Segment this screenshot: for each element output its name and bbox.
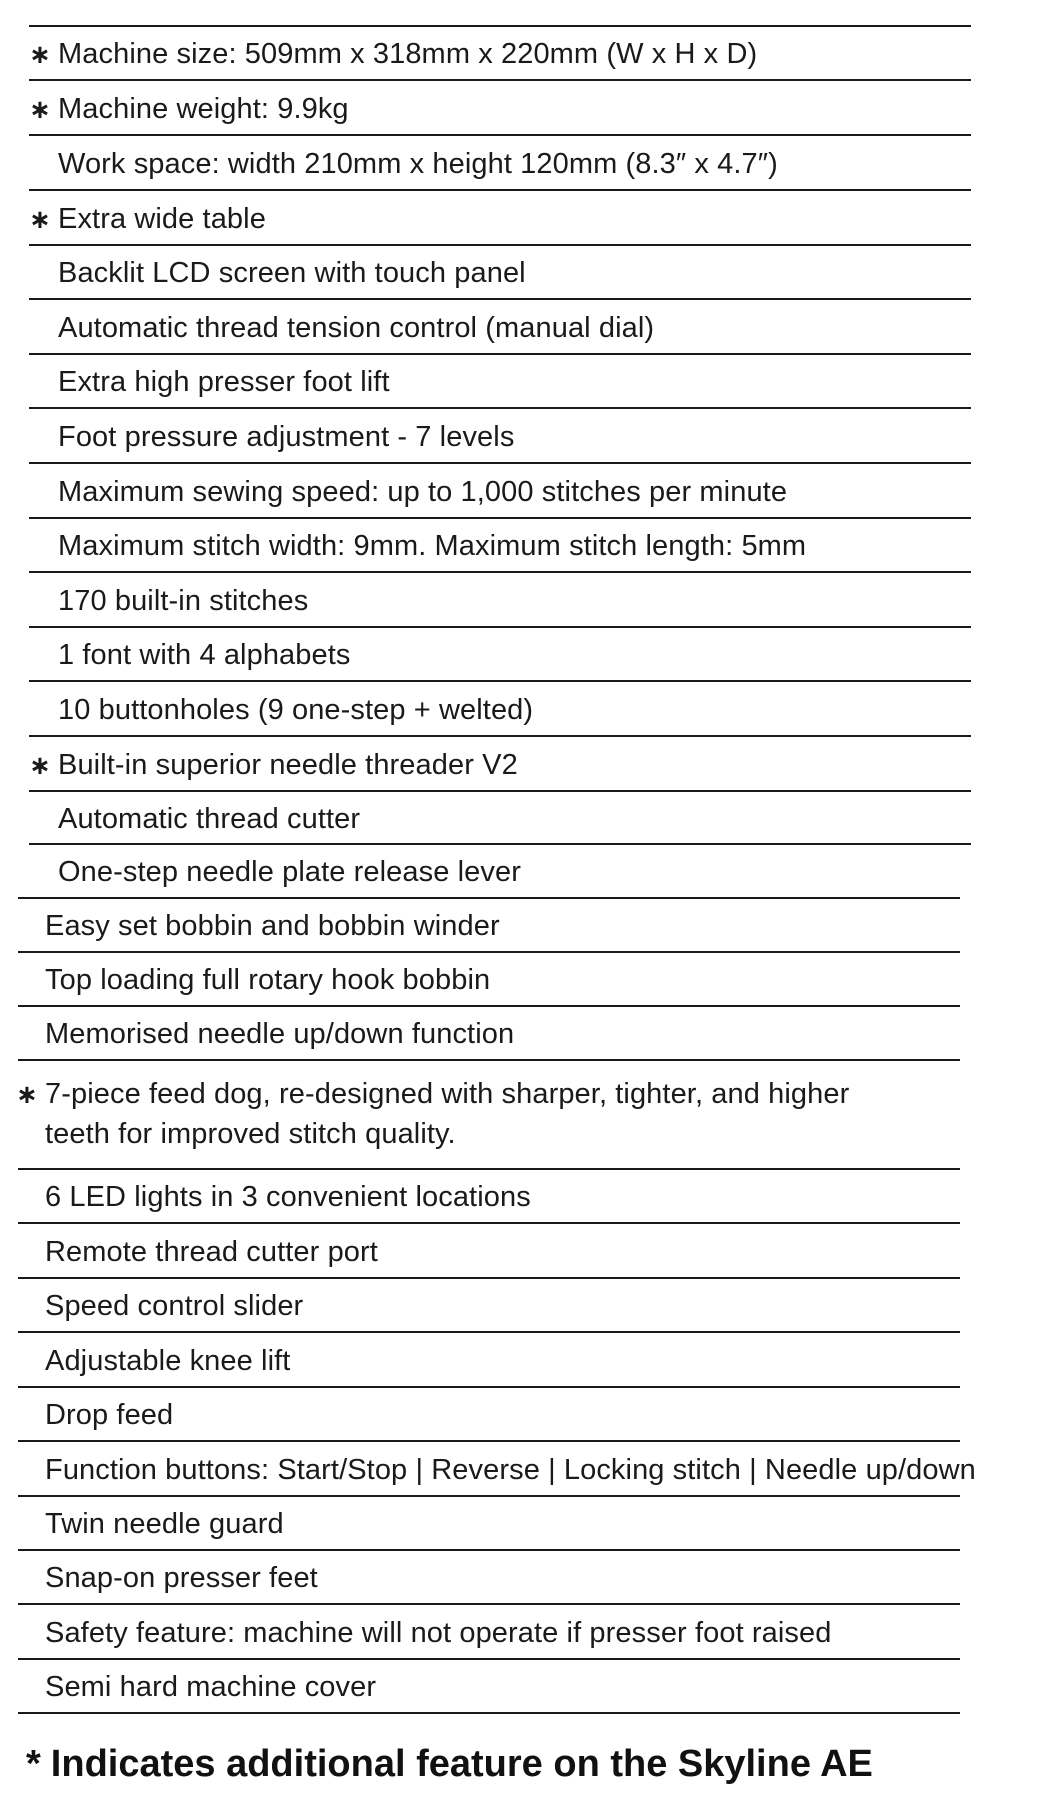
spec-row xyxy=(0,298,1048,353)
spec-row xyxy=(0,1386,1048,1440)
spec-row xyxy=(0,244,1048,298)
spec-row xyxy=(0,134,1048,189)
spec-row xyxy=(0,897,1048,951)
spec-text: Remote thread cutter port xyxy=(45,1236,378,1268)
skyline-ae-asterisk-icon: ∗ xyxy=(29,204,51,234)
skyline-ae-asterisk-icon: ∗ xyxy=(16,1079,38,1109)
spec-row xyxy=(0,790,1048,843)
spec-row xyxy=(0,1658,1048,1712)
skyline-ae-asterisk-icon: ∗ xyxy=(29,750,51,780)
spec-text: Extra high presser foot lift xyxy=(58,366,390,398)
spec-text: Foot pressure adjustment - 7 levels xyxy=(58,421,515,453)
spec-row xyxy=(0,951,1048,1005)
spec-text: Work space: width 210mm x height 120mm (8.3″ x 4.7″) xyxy=(58,148,778,180)
spec-row xyxy=(0,843,1048,897)
spec-row xyxy=(0,1495,1048,1549)
spec-text: Safety feature: machine will not operate if presser foot raised xyxy=(45,1617,832,1649)
spec-row xyxy=(0,79,1048,134)
spec-row xyxy=(0,680,1048,735)
spec-text: Machine size: 509mm x 318mm x 220mm (W x H x D) xyxy=(58,38,758,70)
spec-text: Automatic thread tension control (manual dial) xyxy=(58,312,655,344)
spec-row xyxy=(0,462,1048,517)
spec-row xyxy=(0,1331,1048,1386)
spec-row xyxy=(0,25,1048,79)
spec-row xyxy=(0,735,1048,790)
spec-text: 7-piece feed dog, re-designed with sharper, tighter, and higher teeth for improved stitch quality. xyxy=(45,1078,850,1150)
spec-row xyxy=(0,1059,1048,1168)
spec-text: 6 LED lights in 3 convenient locations xyxy=(45,1181,531,1213)
skyline-ae-asterisk-icon: ∗ xyxy=(29,94,51,124)
spec-row xyxy=(0,1549,1048,1603)
spec-row xyxy=(0,1168,1048,1222)
spec-text: Easy set bobbin and bobbin winder xyxy=(45,910,500,942)
spec-text: 170 built-in stitches xyxy=(58,585,309,617)
spec-text: Function buttons: Start/Stop | Reverse | Locking stitch | Needle up/down xyxy=(45,1454,976,1486)
spec-text: Snap-on presser feet xyxy=(45,1562,318,1594)
spec-text: Extra wide table xyxy=(58,203,266,235)
spec-row xyxy=(0,189,1048,244)
spec-row xyxy=(0,1005,1048,1059)
spec-row xyxy=(0,517,1048,571)
spec-text: Automatic thread cutter xyxy=(58,803,361,835)
spec-text: Drop feed xyxy=(45,1399,174,1431)
spec-row xyxy=(0,571,1048,626)
spec-text: Adjustable knee lift xyxy=(45,1345,291,1377)
spec-text: Machine weight: 9.9kg xyxy=(58,93,349,125)
spec-text: Top loading full rotary hook bobbin xyxy=(45,964,491,996)
spec-text: Speed control slider xyxy=(45,1290,304,1322)
spec-text: Memorised needle up/down function xyxy=(45,1018,515,1050)
spec-row xyxy=(0,1222,1048,1277)
skyline-ae-asterisk-icon: ∗ xyxy=(29,39,51,69)
spec-text: Maximum sewing speed: up to 1,000 stitches per minute xyxy=(58,476,788,508)
row-divider xyxy=(18,1712,960,1714)
spec-row xyxy=(0,1440,1048,1495)
spec-text: Semi hard machine cover xyxy=(45,1671,377,1703)
spec-text: Maximum stitch width: 9mm. Maximum stitch length: 5mm xyxy=(58,530,807,562)
spec-row xyxy=(0,626,1048,680)
spec-text: 10 buttonholes (9 one-step + welted) xyxy=(58,694,534,726)
footnote-text: Indicates additional feature on the Skyline AE xyxy=(50,1743,873,1785)
spec-row xyxy=(0,407,1048,462)
spec-text: One-step needle plate release lever xyxy=(58,856,521,888)
spec-text: Built-in superior needle threader V2 xyxy=(58,749,518,781)
spec-text: 1 font with 4 alphabets xyxy=(58,639,351,671)
spec-text: Twin needle guard xyxy=(45,1508,284,1540)
spec-row xyxy=(0,1277,1048,1331)
footnote-asterisk: * xyxy=(26,1743,41,1785)
footnote xyxy=(26,1740,873,1788)
spec-row xyxy=(0,1603,1048,1658)
spec-row xyxy=(0,353,1048,407)
spec-text: Backlit LCD screen with touch panel xyxy=(58,257,526,289)
